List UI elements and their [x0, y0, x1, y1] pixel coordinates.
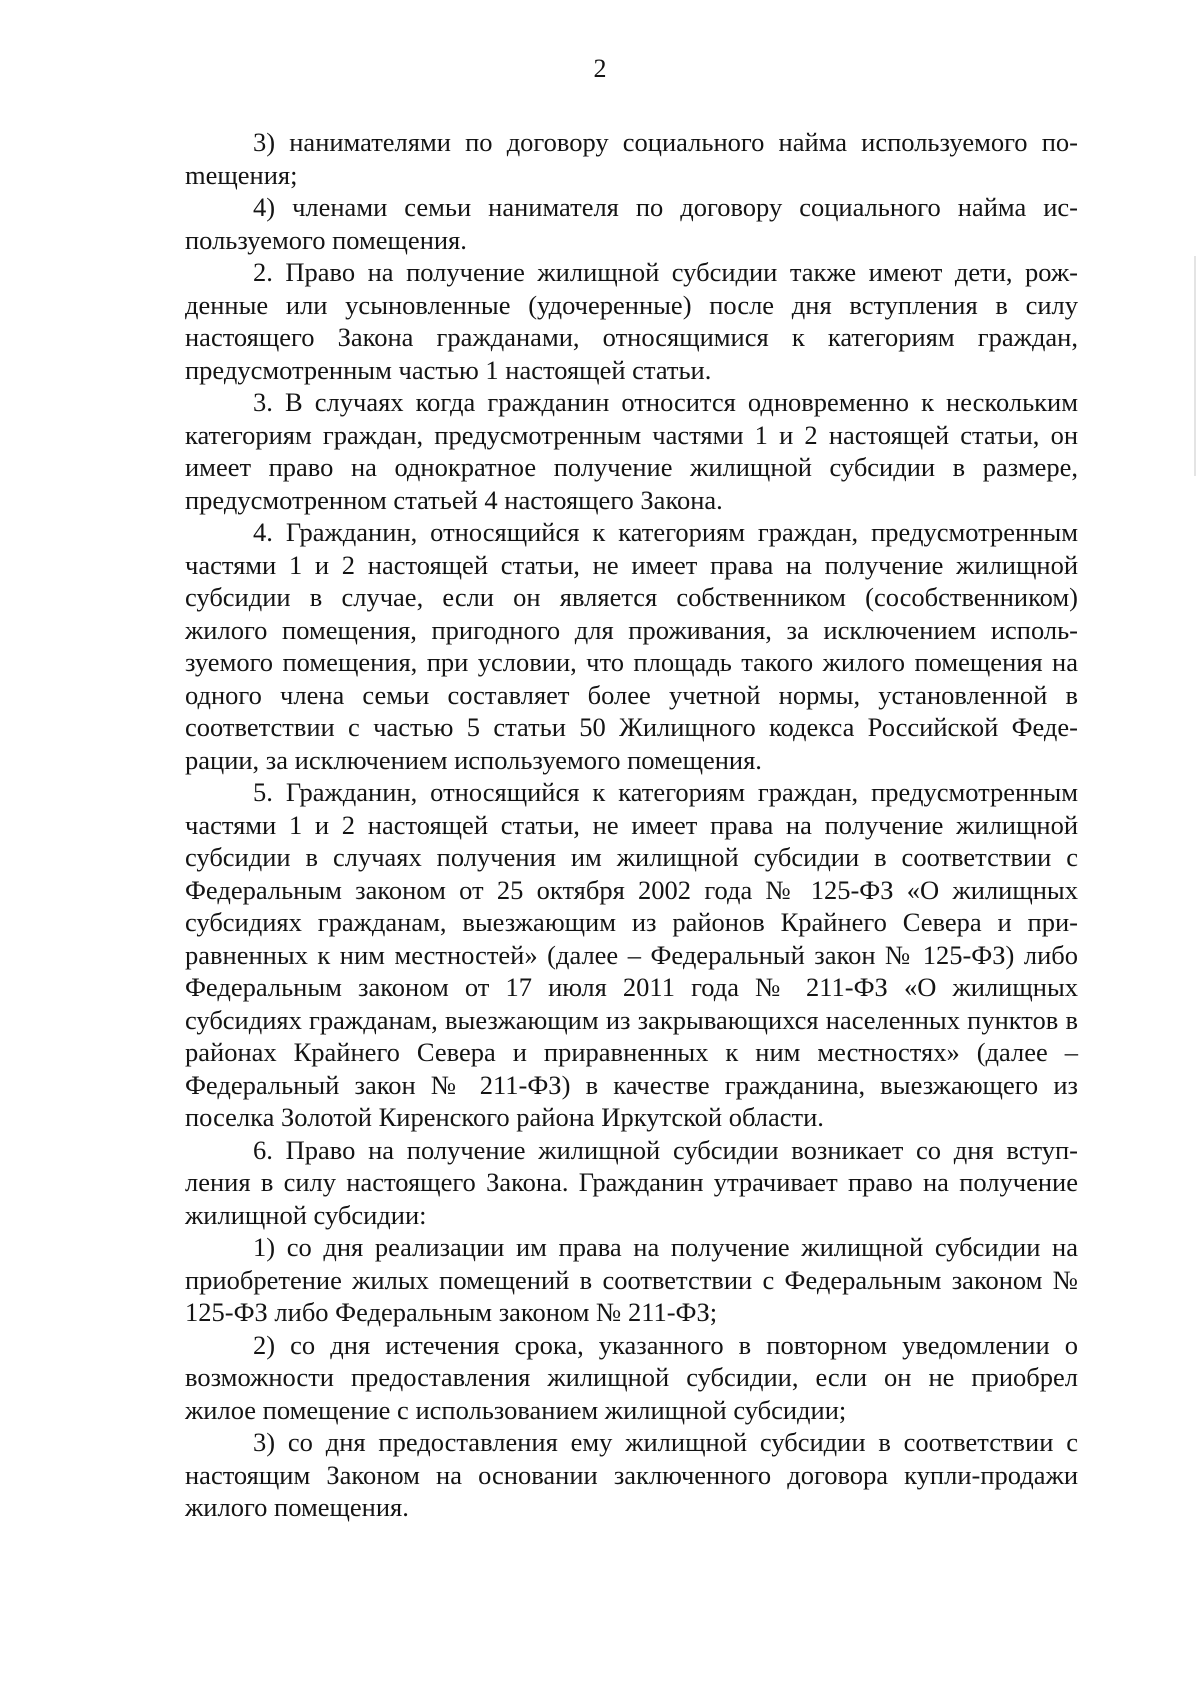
- paragraph-6: 5. Гражданин, относящийся к категориям граждан, предусмотренным частями 1 и 2 настоящей статьи, не имеет права на получение жилищной субсидии в случаях получения им жилищной субсидии в соответствии с Федеральным законом от 25 октября 2002 года № 125-ФЗ «О жилищных субсидиях гражданам, выезжающим из районов Крайнего Севера и приравненных к ним местностей» (далее – Федеральный закон № 125-ФЗ) либо Федеральным законом от 17 июля 2011 года № 211-ФЗ «О жилищных субсидиях гражданам, выезжающим из закрывающихся населенных пунктов в районах Крайнего Севера и приравненных к ним местностях» (далее – Федеральный закон № 211-ФЗ) в качестве гражданина, выезжающего из поселка Золотой Киренского района Иркутской области.: [185, 777, 1078, 1132]
- paragraph-3: 2. Право на получение жилищной субсидии также имеют дети, рожденные или усыновленные (удочеренные) после дня вступления в силу настоящего Закона гражданами, относящимися к категориям граждан, предусмотренным частью 1 настоящей статьи.: [185, 257, 1078, 385]
- paragraph-4: 3. В случаях когда гражданин относится одновременно к нескольким категориям граждан, предусмотренным частями 1 и 2 настоящей статьи, он имеет право на однократное получение жилищной субсидии в размере, предусмотренном статьей 4 настоящего Закона.: [185, 387, 1078, 515]
- paragraph-5: 4. Гражданин, относящийся к категориям граждан, предусмотренным частями 1 и 2 настоящей статьи, не имеет права на получение жилищной субсидии в случае, если он является собственником (сособственником) жилого помещения, пригодного для проживания, за исключением используемого помещения, при условии, что площадь такого жилого помещения на одного члена семьи составляет более учетной нормы, установленной в соответствии с частью 5 статьи 50 Жилищного кодекса Российской Федерации, за исключением используемого помещения.: [185, 517, 1078, 775]
- paragraph-1: 3) нанимателями по договору социального найма используемого поmещения;: [185, 127, 1078, 190]
- paragraph-8: 1) со дня реализации им права на получение жилищной субсидии на приобретение жилых помещений в соответствии с Федеральным законом № 125-ФЗ либо Федеральным законом № 211-ФЗ;: [185, 1232, 1078, 1327]
- scan-edge-mark: [1194, 256, 1196, 476]
- paragraph-9: 2) со дня истечения срока, указанного в повторном уведомлении о возможности предоставления жилищной субсидии, если он не приобрел жилое помещение с использованием жилищной субсидии;: [185, 1329, 1078, 1425]
- document-body: [185, 126, 1078, 1524]
- paragraph-10: 3) со дня предоставления ему жилищной субсидии в соответствии с настоящим Законом на основании заключенного договора купли-продажи жилого помещения.: [185, 1427, 1078, 1522]
- paragraph-2: 4) членами семьи нанимателя по договору социального найма используемого помещения.: [185, 192, 1078, 255]
- paragraph-7: 6. Право на получение жилищной субсидии возникает со дня вступления в силу настоящего Закона. Гражданин утрачивает право на получение жилищной субсидии:: [185, 1134, 1078, 1230]
- page-number: 2: [593, 54, 607, 83]
